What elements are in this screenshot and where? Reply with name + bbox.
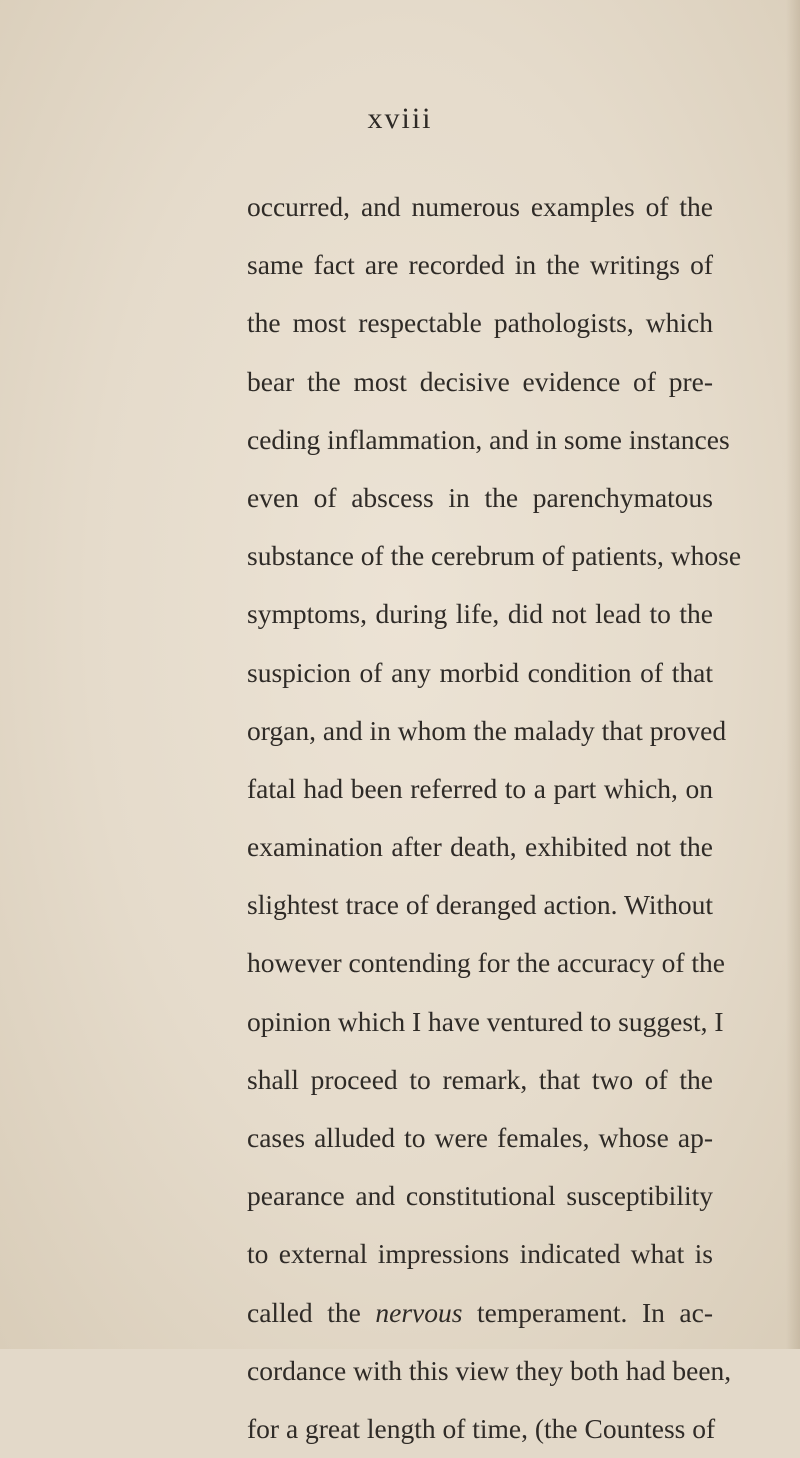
text-line: to external impressions indicated what is: [247, 1238, 713, 1270]
text-line: symptoms, during life, did not lead to the: [247, 598, 713, 630]
text-line: organ, and in whom the malady that proved: [247, 714, 727, 746]
page-edge-shadow: [786, 0, 800, 1349]
text-line: however contending for the accuracy of the: [247, 947, 725, 979]
text-line: suspicion of any morbid condition of that: [247, 656, 713, 688]
text-line: occurred, and numerous examples of the: [247, 191, 713, 222]
italic-word: nervous: [375, 1296, 463, 1328]
text-line: for a great length of time, (the Countess of: [247, 1412, 716, 1444]
line-text-before: called the: [247, 1296, 376, 1328]
body-text: [247, 178, 742, 1458]
text-line: ceding inflammation, and in some instances: [247, 423, 730, 455]
text-line: opinion which I have ventured to suggest, I: [247, 1005, 724, 1037]
text-line: slightest trace of deranged action. Without: [247, 889, 713, 921]
text-line-italic-word: [247, 1284, 713, 1342]
text-line: same fact are recorded in the writings of: [247, 249, 713, 281]
text-line: cases alluded to were females, whose ap-: [247, 1122, 713, 1153]
text-line: fatal had been referred to a part which, on: [247, 772, 713, 804]
text-line: even of abscess in the parenchymatous: [247, 481, 713, 513]
text-line: examination after death, exhibited not the: [247, 831, 713, 863]
text-line: bear the most decisive evidence of pre-: [247, 365, 713, 397]
text-line: pearance and constitutional susceptibility: [247, 1180, 713, 1212]
text-line: substance of the cerebrum of patients, whose: [247, 540, 742, 572]
text-line: cordance with this view they both had been,: [247, 1354, 732, 1386]
line-text-after: temperament. In ac-: [462, 1296, 713, 1328]
text-line: the most respectable pathologists, which: [247, 307, 713, 339]
text-line: shall proceed to remark, that two of the: [247, 1063, 713, 1095]
page-number: xviii: [367, 102, 433, 135]
